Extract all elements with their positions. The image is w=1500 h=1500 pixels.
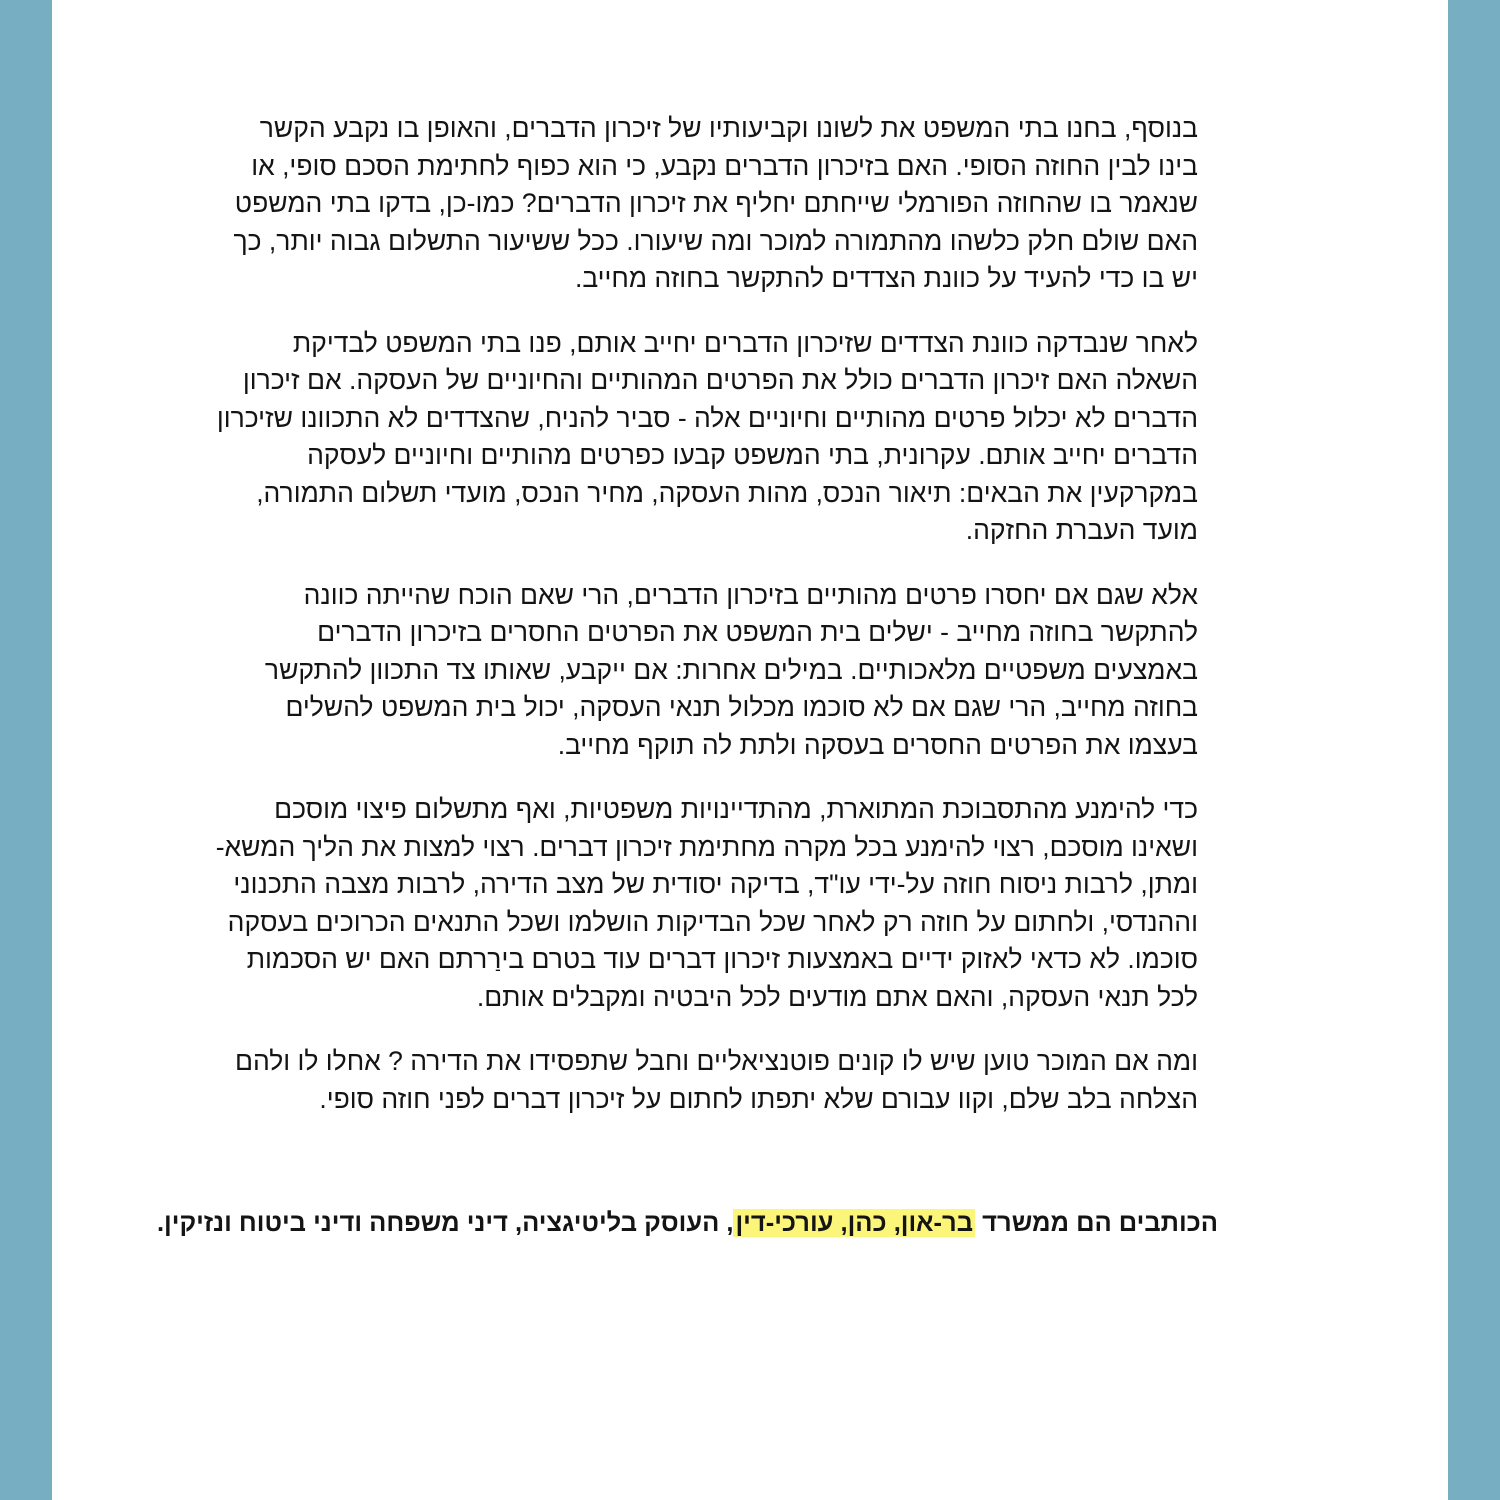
text-line: לאחר שנבדקה כוונת הצדדים שזיכרון הדברים יחייב אותם, פנו בתי המשפט לבדיקת <box>292 327 1198 358</box>
author-credit <box>157 1205 1218 1241</box>
text-line: באמצעים משפטיים מלאכותיים. במילים אחרות: אם ייקבע, שאותו צד התכוון להתקשר <box>264 654 1198 685</box>
text-line: שנאמר בו שהחוזה הפורמלי שייחתם יחליף את זיכרון הדברים? כמו-כן, בדקו בתי המשפט <box>234 188 1198 218</box>
text-line: ושאינו מוסכם, רצוי להימנע בכל מקרה מחתימת זיכרון דברים. רצוי למצות את הליך המשא- <box>215 831 1198 862</box>
firm-name-highlight: בר-און, כהן, עורכי-דין <box>735 1209 974 1237</box>
paragraph-5 <box>118 1043 1198 1118</box>
text-line: לכל תנאי העסקה, והאם אתם מודעים לכל היבטיה ומקבלים אותם. <box>476 981 1198 1012</box>
text-line: האם שולם חלק כלשהו מהתמורה למוכר ומה שיעורו. ככל ששיעור התשלום גבוה יותר, כך <box>233 225 1198 256</box>
text-line: וההנדסי, ולחתום על חוזה רק לאחר שכל הבדיקות הושלמו ושכל התנאים הכרוכים בעסקה <box>227 906 1198 937</box>
text-line: יש בו כדי להעיד על כוונת הצדדים להתקשר בחוזה מחייב. <box>574 263 1198 293</box>
text-line: בחוזה מחייב, הרי שגם אם לא סוכמו מכלול תנאי העסקה, יכול בית המשפט להשלים <box>285 692 1198 722</box>
credit-prefix: הכותבים הם ממשרד <box>975 1209 1218 1237</box>
text-line: בנוסף, בחנו בתי המשפט את לשונו וקביעותיו של זיכרון הדברים, והאופן בו נקבע הקשר <box>259 113 1198 143</box>
text-line: בעצמו את הפרטים החסרים בעסקה ולתת לה תוקף מחייב. <box>557 729 1198 760</box>
paragraph-1 <box>118 110 1198 298</box>
text-line: מועד העברת החזקה. <box>965 515 1198 545</box>
text-line: ומתן, לרבות ניסוח חוזה על-ידי עו"ד, בדיקה יסודית של מצב הדירה, לרבות מצבה התכנוני <box>233 869 1198 899</box>
text-line: הדברים יחייב אותם. עקרונית, בתי המשפט קבעו כפרטים מהותיים וחיוניים לעסקה <box>307 440 1198 470</box>
text-line: סוכמו. לא כדאי לאזוק ידיים באמצעות זיכרון דברים עוד בטרם בירַרתם האם יש הסכמות <box>246 944 1198 974</box>
text-line: במקרקעין את הבאים: תיאור הנכס, מהות העסקה, מחיר הנכס, מועדי תשלום התמורה, <box>256 477 1198 508</box>
text-line: אלא שגם אם יחסרו פרטים מהותיים בזיכרון הדברים, הרי שאם הוכח שהייתה כוונה <box>303 579 1198 610</box>
text-line: השאלה האם זיכרון הדברים כולל את הפרטים המהותיים והחיוניים של העסקה. אם זיכרון <box>242 365 1198 395</box>
text-line: להתקשר בחוזה מחייב - ישלים בית המשפט את הפרטים החסרים בזיכרון הדברים <box>317 617 1198 647</box>
text-line: כדי להימנע מהתסבוכת המתוארת, מהתדיינויות משפטיות, ואף מתשלום פיצוי מוסכם <box>274 794 1198 824</box>
article-body <box>118 110 1198 1145</box>
paragraph-4 <box>118 791 1198 1016</box>
document-page <box>52 0 1448 1500</box>
credit-suffix: , העוסק בליטיגציה, דיני משפחה ודיני ביטוח ונזיקין. <box>156 1209 734 1237</box>
text-line: ומה אם המוכר טוען שיש לו קונים פוטנציאליים וחבל שתפסידו את הדירה ? אחלו לו ולהם <box>234 1046 1198 1076</box>
paragraph-2 <box>118 325 1198 550</box>
paragraph-3 <box>118 577 1198 765</box>
text-line: הדברים לא יכלול פרטים מהותיים וחיוניים אלה - סביר להניח, שהצדדים לא התכוונו שזיכרון <box>216 402 1198 433</box>
text-line: הצלחה בלב שלם, וקוו עבורם שלא יתפתו לחתום על זיכרון דברים לפני חוזה סופי. <box>319 1083 1198 1114</box>
text-line: בינו לבין החוזה הסופי. האם בזיכרון הדברים נקבע, כי הוא כפוף לחתימת הסכם סופי, או <box>251 150 1198 181</box>
